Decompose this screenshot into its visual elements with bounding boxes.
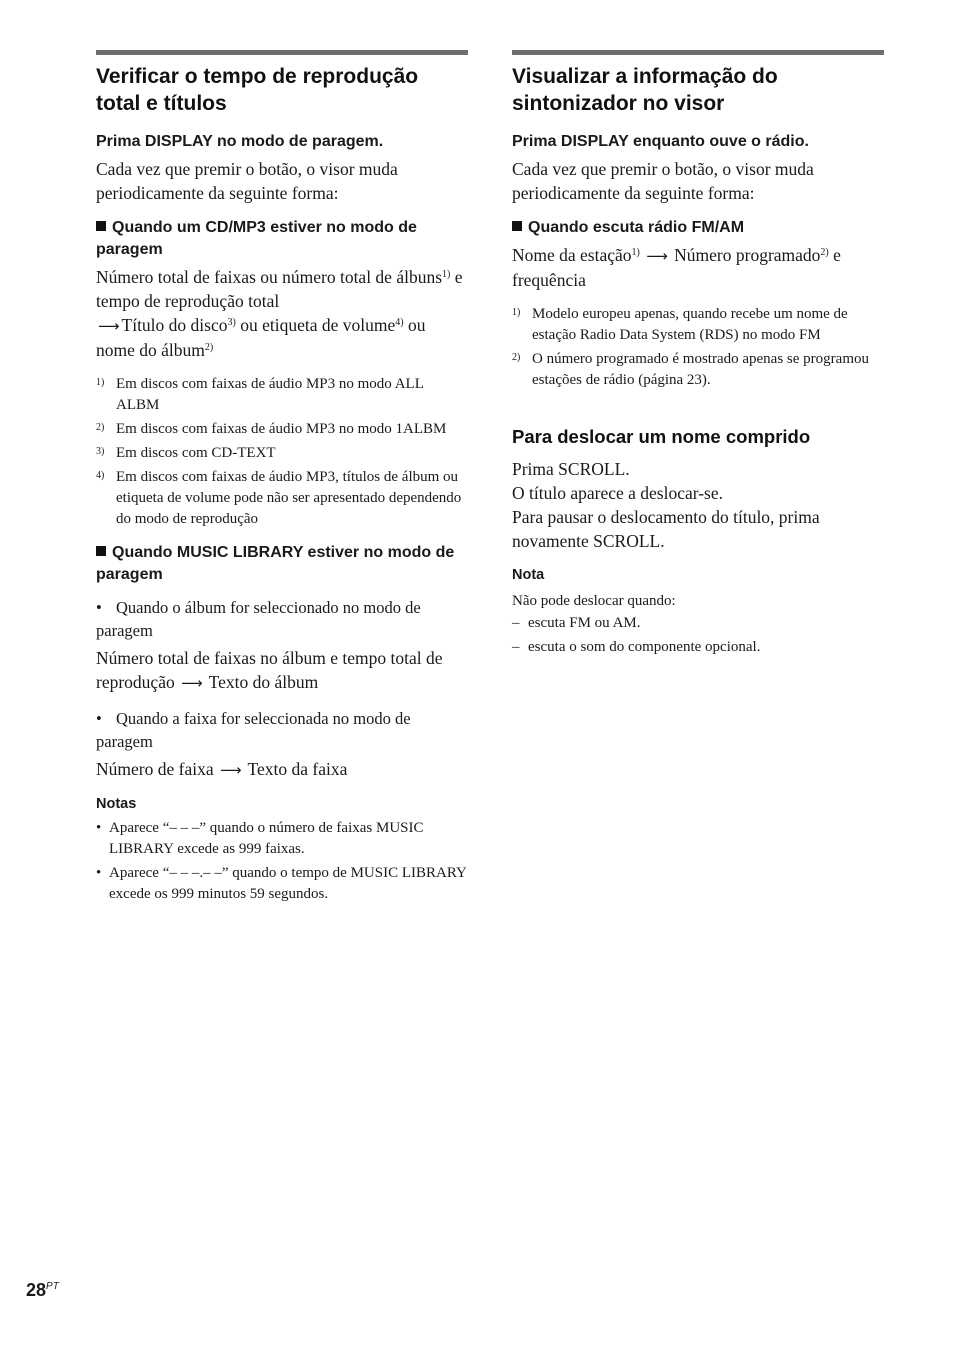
display-sequence: Nome da estação$^{1)}$ ⟶ Número programado$^{2)}$ e frequência [512, 245, 841, 290]
display-sequence: Número de faixa ⟶ Texto da faixa [96, 759, 348, 779]
display-sequence: Número total de faixas no álbum e tempo total de reprodução ⟶ Texto do álbum [96, 648, 443, 692]
scroll-instructions: Prima SCROLL. O título aparece a deslocar-se. Para pausar o deslocamento do título, prima novamente SCROLL. [512, 459, 820, 551]
lead-instruction: Prima DISPLAY enquanto ouve o rádio. [512, 133, 809, 150]
bullet-item: • Quando a faixa for seleccionada no modo de paragem [96, 709, 411, 751]
subheading-music-library: Quando MUSIC LIBRARY estiver no modo de paragem [96, 544, 455, 583]
arrow-right-icon: ⟶ [219, 761, 242, 779]
subsection-title: Para deslocar um nome comprido [512, 426, 811, 447]
footnote-list [512, 304, 884, 391]
footnote: 1) Em discos com faixas de áudio MP3 no modo ALL ALBM [96, 376, 424, 413]
display-sequence: Número total de faixas ou número total de álbuns$^{1)}$ e tempo de reprodução total ⟶ Título do disco$^{3)}$ ou etiqueta de volume$^{4)}$ ou nome do álbum$^{2)}$ [96, 267, 463, 360]
footnote: 2) O número programado é mostrado apenas se programou estações de rádio (página 23). [512, 351, 869, 388]
left-column [96, 50, 468, 908]
lead-instruction: Prima DISPLAY no modo de paragem. [96, 133, 384, 150]
section-rule [96, 50, 468, 55]
footnote: 1) Modelo europeu apenas, quando recebe um nome de estação Radio Data System (RDS) no modo FM [512, 306, 848, 343]
right-column [512, 50, 884, 661]
note-item: • Aparece “– – –.– –” quando o tempo de MUSIC LIBRARY excede os 999 minutos 59 segundos. [96, 865, 467, 902]
section-title: Verificar o tempo de reprodução total e títulos [96, 65, 419, 115]
notes-heading: Notas [96, 796, 137, 812]
page-number: $28^{PT}$ [26, 1280, 59, 1300]
subheading-cd-mp3: Quando um CD/MP3 estiver no modo de paragem [96, 219, 417, 258]
footnote: 3) Em discos com CD-TEXT [96, 445, 276, 461]
note-heading: Nota [512, 567, 545, 583]
footnote-list [96, 374, 468, 530]
subheading-radio: Quando escuta rádio FM/AM [512, 217, 884, 239]
footnote: 4) Em discos com faixas de áudio MP3, títulos de álbum ou etiqueta de volume pode não ser apresentado dependendo do modo de reprodução [96, 469, 462, 527]
intro-text: Cada vez que premir o botão, o visor muda periodicamente da seguinte forma: [512, 159, 814, 203]
note-item: – escuta o som do componente opcional. [512, 639, 761, 655]
note-item: • Aparece “– – –” quando o número de faixas MUSIC LIBRARY excede as 999 faixas. [96, 820, 424, 857]
square-bullet-icon [96, 221, 106, 231]
intro-text: Cada vez que premir o botão, o visor muda periodicamente da seguinte forma: [96, 159, 398, 203]
arrow-right-icon: ⟶ [98, 317, 120, 335]
section-title: Visualizar a informação do sintonizador no visor [512, 65, 778, 115]
footnote: 2) Em discos com faixas de áudio MP3 no modo 1ALBM [96, 421, 447, 437]
bullet-item: • Quando o álbum for seleccionado no modo de paragem [96, 598, 421, 640]
arrow-right-icon: ⟶ [646, 247, 668, 265]
square-bullet-icon [96, 546, 106, 556]
square-bullet-icon [512, 221, 522, 231]
note-item: – escuta FM ou AM. [512, 615, 641, 631]
section-rule [512, 50, 884, 55]
note-intro: Não pode deslocar quando: [512, 593, 676, 609]
arrow-right-icon: ⟶ [181, 674, 203, 692]
